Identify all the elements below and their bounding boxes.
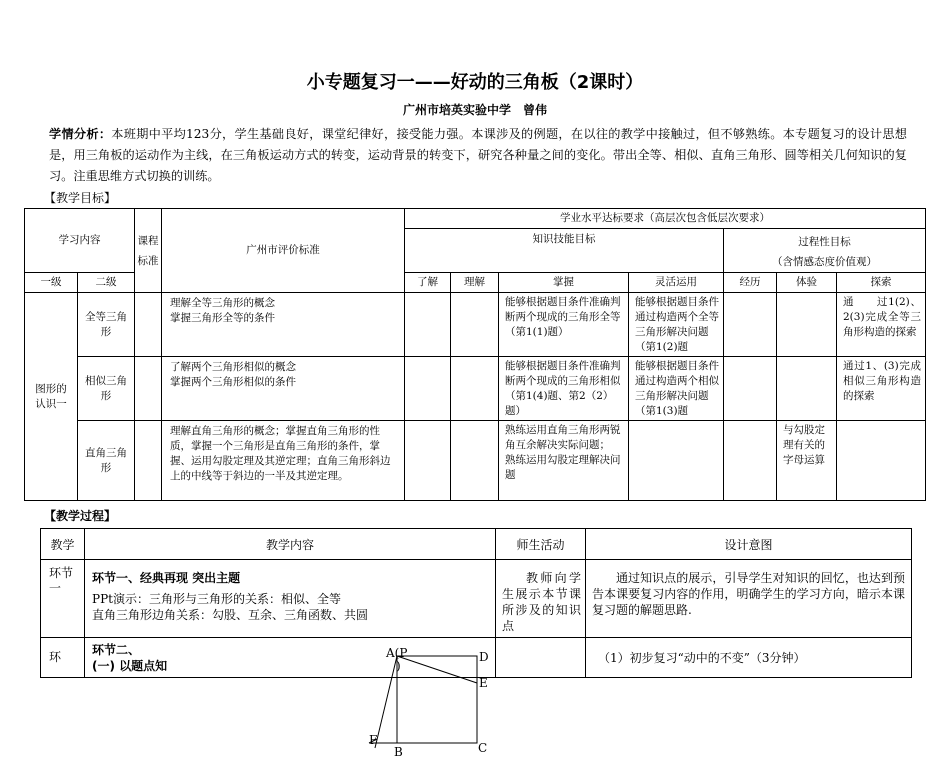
header-activity: 师生活动 [496, 529, 586, 560]
header-apply: 灵活运用 [629, 273, 724, 293]
table-row [25, 357, 926, 421]
segment-ae [397, 656, 477, 683]
intent-cell: （1）初步复习“动中的不变”（3分钟） [586, 638, 912, 678]
label-paren: ) [396, 659, 401, 673]
feel-cell [777, 357, 837, 421]
student-analysis [49, 124, 907, 187]
gz-cell: 了解两个三角形相似的概念 掌握两个三角形相似的条件 [162, 357, 405, 421]
gz-cell: 理解全等三角形的概念 掌握三角形全等的条件 [162, 293, 405, 357]
gz-cell: 理解直角三角形的概念；掌握直角三角形的性质，掌握一个三角形是直角三角形的条件，掌握、运用勾股定理及其逆定理；直角三角形斜边上的中线等于斜边的一半及其逆定理。 [162, 421, 405, 501]
content-cell [85, 560, 496, 638]
master-cell: 能够根据题目条件准确判断两个现成的三角形全等（第1(1)题） [499, 293, 629, 357]
header-content: 教学内容 [85, 529, 496, 560]
level2-cell: 相似三角形 [78, 357, 135, 421]
intent-cell: 通过知识点的展示，引导学生对知识的回忆，也达到预告本课要复习内容的作用，明确学生的学习方向，暗示本课复习题的解题思路. [586, 560, 912, 638]
master-cell: 熟练运用直角三角形两锐角互余解决实际问题； 熟练运用勾股定理解决问题 [499, 421, 629, 501]
header-step: 教学 [41, 529, 85, 560]
header-explore: 探索 [837, 273, 926, 293]
master-cell: 能够根据题目条件准确判断两个现成的三角形相似（第1(4)题、第2（2）题） [499, 357, 629, 421]
feel-cell [777, 293, 837, 357]
goals-table [24, 208, 926, 501]
segment-af [375, 656, 397, 748]
explore-cell: 通 过1(2)、2(3)完成全等三角形构造的探索 [837, 293, 926, 357]
header-experience: 经历 [724, 273, 777, 293]
feel-cell: 与勾股定理有关的字母运算 [777, 421, 837, 501]
table-row [41, 560, 912, 638]
process-heading: 【教学过程】 [44, 509, 117, 523]
label-c: C [478, 741, 488, 755]
content-line: (一) 以题点知 [92, 659, 168, 673]
goals-heading: 【教学目标】 [44, 191, 117, 205]
explore-cell [837, 421, 926, 501]
content-line: PPt演示：三角形与三角形的关系：相似、全等 [92, 592, 341, 606]
header-process-note: （含情感态度价值观） [772, 256, 877, 268]
content-line: 直角三角形边角关系：勾股、互余、三角函数、共圆 [92, 608, 369, 622]
apply-cell: 能够根据题目条件通过构造两个相似三角形解决问题（第1(3)题 [629, 357, 724, 421]
step-cell: 环节一 [41, 560, 85, 638]
analysis-label: 学情分析： [49, 127, 112, 141]
label-f: F [369, 733, 378, 747]
level2-cell: 全等三角形 [78, 293, 135, 357]
header-level1: 一级 [25, 273, 78, 293]
level2-cell: 直角三角形 [78, 421, 135, 501]
header-level2: 二级 [78, 273, 135, 293]
analysis-text: 本班期中平均123分，学生基础良好，课堂纪律好，接受能力强。本课涉及的例题，在以往的教学中接触过，但不够熟练。本专题复习的设计思想是，用三角板的运动作为主线，在三角板运动方式的转变，运动背景的转变下，研究各种量之间的变化。带出全等、相似、直角三角形、圆等相关几何知识的复习。注重思维方式切换的训练。 [49, 127, 907, 183]
header-process [724, 229, 926, 273]
header-feel: 体验 [777, 273, 837, 293]
header-master: 掌握 [499, 273, 629, 293]
header-process-title: 过程性目标 [798, 236, 851, 248]
apply-cell: 能够根据题目条件通过构造两个全等三角形解决问题（第1(2)题 [629, 293, 724, 357]
header-intent: 设计意图 [586, 529, 912, 560]
header-course-standard: 课程标准 [135, 209, 162, 293]
header-gz-standard: 广州市评价标准 [162, 209, 405, 293]
table-row [25, 421, 926, 501]
author-line: 广州市培英实验中学 曾伟 [402, 103, 547, 117]
label-d: D [479, 650, 489, 664]
apply-cell [629, 421, 724, 501]
label-b: B [394, 745, 403, 758]
header-level: 学业水平达标要求（高层次包含低层次要求） [405, 209, 926, 229]
header-understand: 了解 [405, 273, 451, 293]
header-content: 学习内容 [25, 209, 135, 273]
label-e: E [479, 676, 488, 690]
header-comprehend: 理解 [451, 273, 499, 293]
page-title: 小专题复习一——好动的三角板（2课时） [306, 72, 644, 93]
content-title: 环节二、 [92, 643, 141, 657]
content-title: 环节一、经典再现 突出主题 [92, 571, 241, 585]
activity-cell: 教师向学生展示本节课所涉及的知识点 [496, 560, 586, 638]
table-row [25, 293, 926, 357]
label-a: A(P [386, 646, 408, 660]
level1-cell: 图形的认识一 [25, 293, 78, 501]
geometry-diagram [360, 645, 500, 758]
header-knowledge: 知识技能目标 [405, 229, 724, 273]
explore-cell: 通过1、(3)完成相似三角形构造的探索 [837, 357, 926, 421]
step-cell: 环 [41, 638, 85, 678]
activity-cell [496, 638, 586, 678]
